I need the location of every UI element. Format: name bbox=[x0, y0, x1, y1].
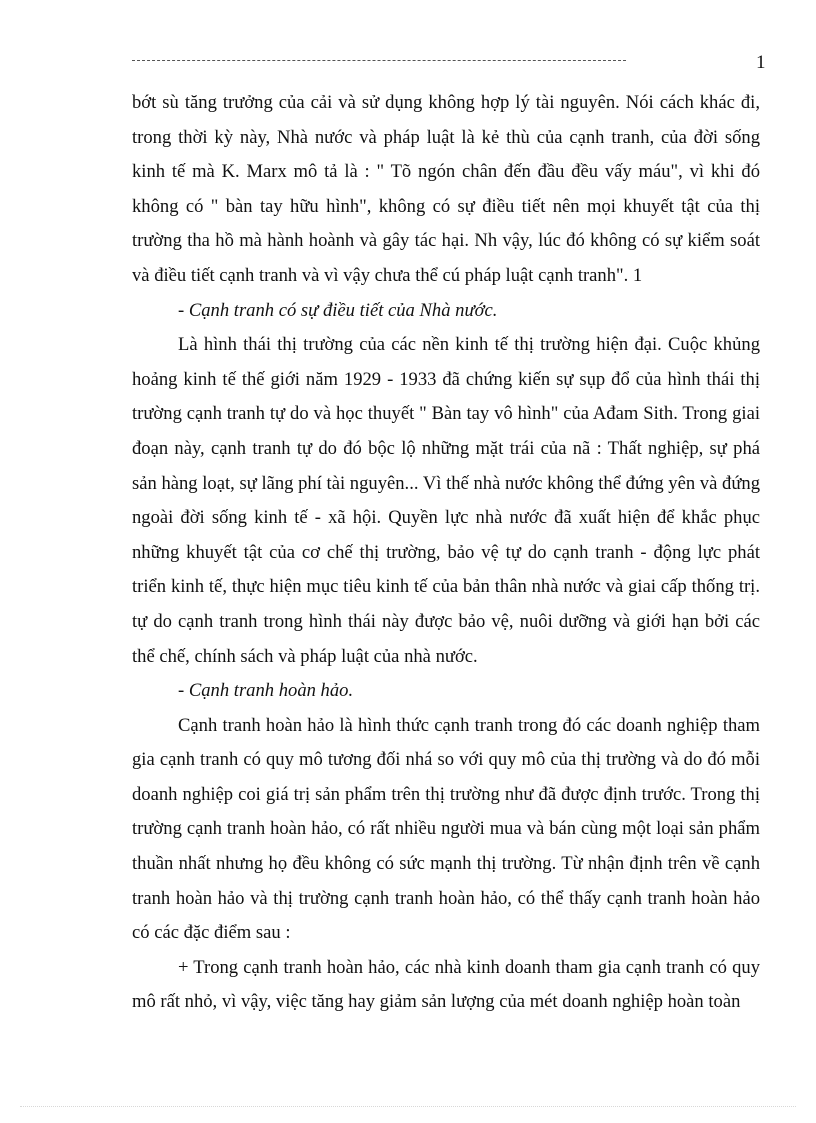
paragraph-perfect-competition: Cạnh tranh hoàn hảo là hình thức cạnh tranh trong đó các doanh nghiệp tham gia cạnh tranh có quy mô tương đối nhá so với quy mô của thị trường và do đó mỗi doanh nghiệp coi giá trị sản phẩm trên thị trường như đã được định trước. Trong thị trường cạnh tranh hoàn hảo, có rất nhiều người mua và bán cùng một loại sản phẩm thuần nhất nhưng họ đều không có sức mạnh thị trường. Từ nhận định trên về cạnh tranh hoàn hảo và thị trường cạnh tranh hoàn hảo, có thể thấy cạnh tranh hoàn hảo có các đặc điểm sau : bbox=[132, 714, 760, 944]
paragraph-continuation: bớt sù tăng trưởng của cải và sử dụng không hợp lý tài nguyên. Nói cách khác đi, trong thời kỳ này, Nhà nước và pháp luật là kẻ thù của cạnh tranh, của đời sống kinh tế mà K. Marx mô tả là : " Tõ ngón chân đến đầu đều vấy máu", vì khi đó không có " bàn tay hữu hình", không có sự điều tiết nên mọi khuyết tật của thị trường tha hồ mà hành hoành và gây tác hại. Nh vậy, lúc đó không có sự kiểm soát và điều tiết cạnh tranh và vì vậy chưa thể cú pháp luật cạnh tranh". 1 bbox=[132, 92, 760, 286]
paragraph-regulated-competition: Là hình thái thị trường của các nền kinh tế thị trường hiện đại. Cuộc khủng hoảng kinh tế thế giới năm 1929 - 1933 đã chứng kiến sự sụp đổ của hình thái thị trường cạnh tranh tự do và học thuyết " Bàn tay vô hình" của Ađam Sith. Trong giai đoạn này, cạnh tranh tự do đó bộc lộ những mặt trái của nã : Thất nghiệp, sự phá sản hàng loạt, sự lãng phí tài nguyên... Vì thế nhà nước không thể đứng yên và đứng ngoài đời sống kinh tế - xã hội. Quyền lực nhà nước đã xuất hiện để khắc phục những khuyết tật của cơ chế thị trường, bảo vệ tự do cạnh tranh - động lực phát triển kinh tế, thực hiện mục tiêu kinh tế của bản thân nhà nước và giai cấp thống trị. tự do cạnh tranh trong hình thái này được bảo vệ, nuôi dưỡng và giới hạn bởi các thể chế, chính sách và pháp luật của nhà nước. bbox=[132, 334, 760, 667]
section-heading-regulated-competition: - Cạnh tranh có sự điều tiết của Nhà nước. bbox=[178, 299, 498, 321]
header-divider bbox=[132, 60, 626, 61]
page-number: 1 bbox=[756, 52, 766, 73]
document-body bbox=[132, 86, 760, 1020]
section-heading-perfect-competition: - Cạnh tranh hoàn hảo. bbox=[178, 680, 354, 702]
paragraph-characteristic-item: + Trong cạnh tranh hoàn hảo, các nhà kinh doanh tham gia cạnh tranh có quy mô rất nhỏ, vì vậy, việc tăng hay giảm sản lượng của mét doanh nghiệp hoàn toàn bbox=[132, 956, 760, 1013]
footer-divider bbox=[20, 1106, 796, 1107]
